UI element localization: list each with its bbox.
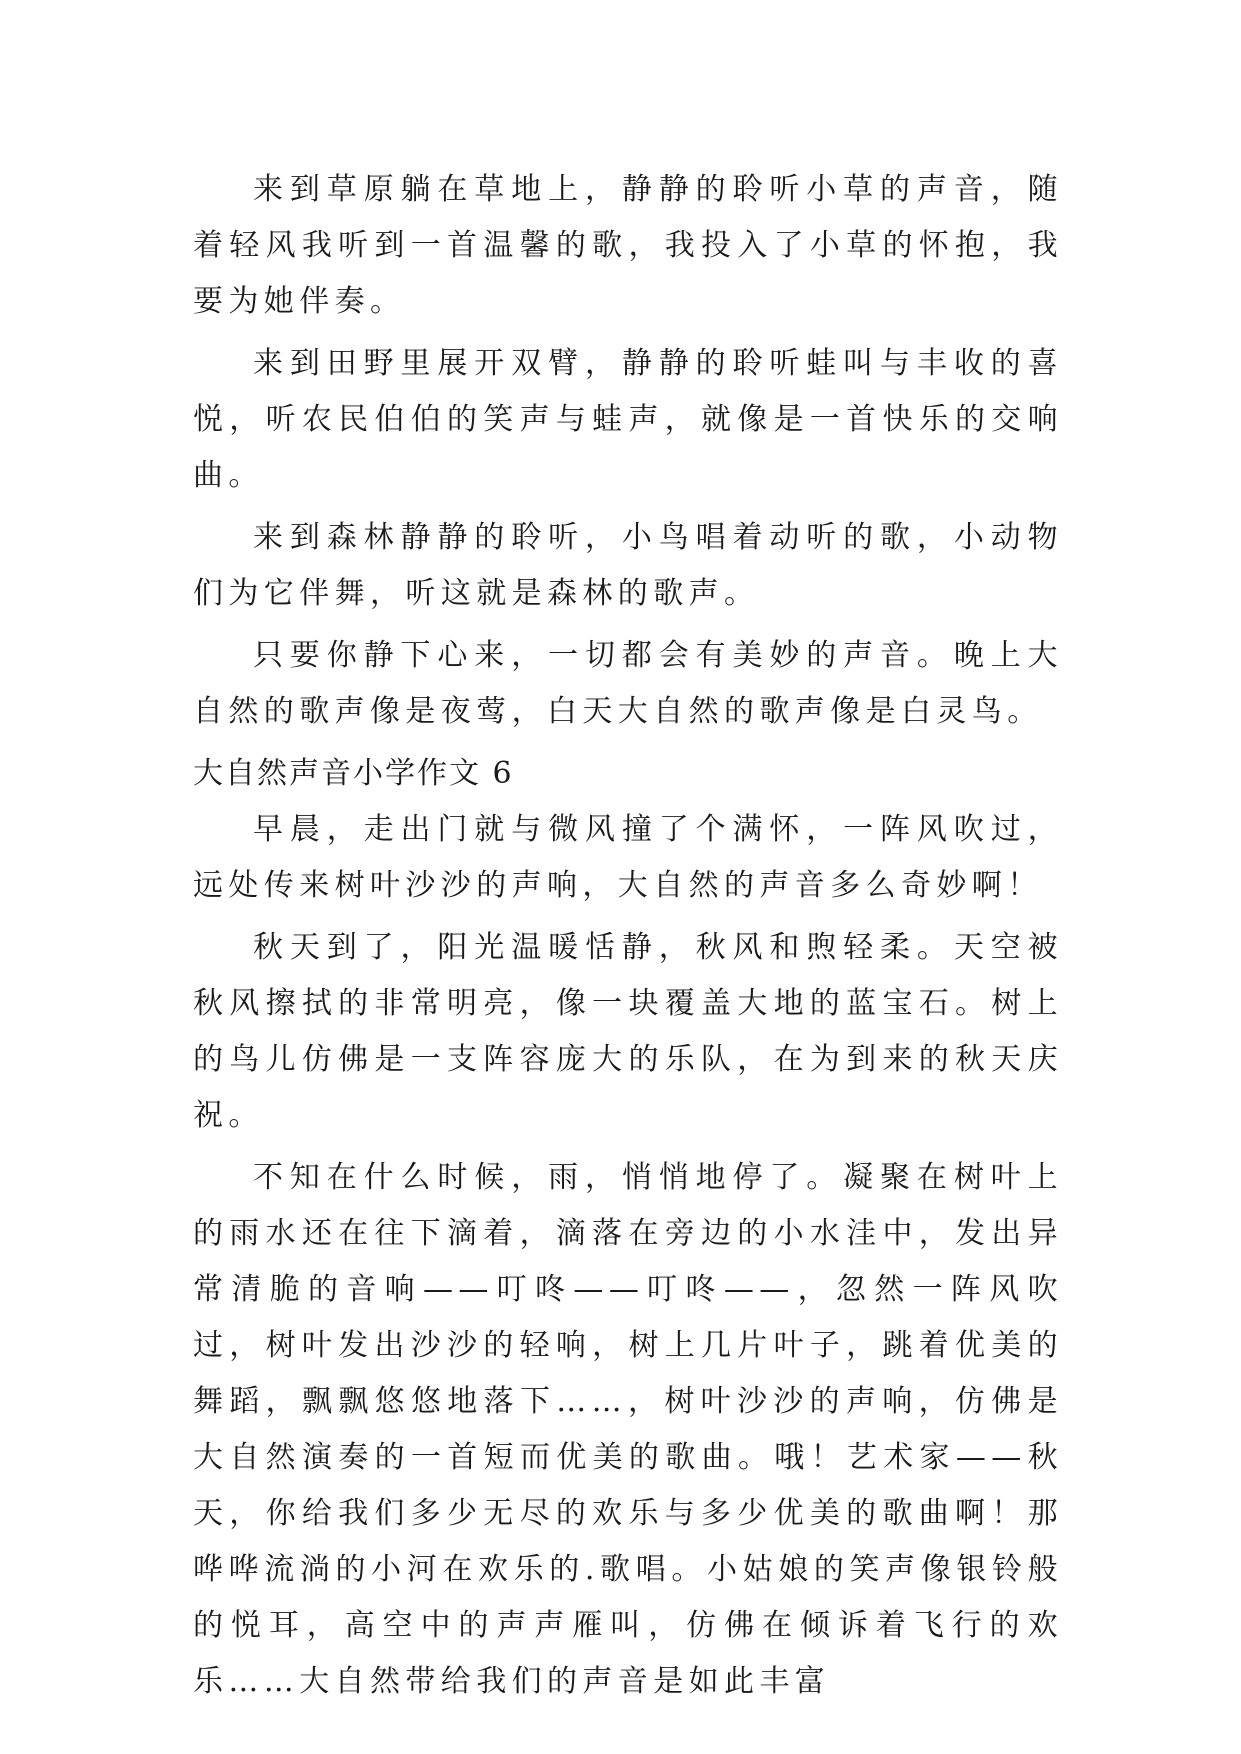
paragraph-forest: 来到森林静静的聆听，小鸟唱着动听的歌，小动物们为它伴舞，听这就是森林的歌声。 (193, 520, 1063, 611)
paragraph-morning: 早晨，走出门就与微风撞了个满怀，一阵风吹过，远处传来树叶沙沙的声响，大自然的声音多么奇妙啊！ (193, 812, 1063, 903)
paragraph-autumn: 秋天到了，阳光温暖恬静，秋风和煦轻柔。天空被秋风擦拭的非常明亮，像一块覆盖大地的蓝宝石。树上的鸟儿仿佛是一支阵容庞大的乐队，在为到来的秋天庆祝。 (193, 930, 1063, 1133)
paragraph-fields: 来到田野里展开双臂，静静的聆听蛙叫与丰收的喜悦，听农民伯伯的笑声与蛙声，就像是一首快乐的交响曲。 (193, 346, 1063, 493)
essay-body (193, 162, 1063, 1710)
paragraph-grassland: 来到草原躺在草地上，静静的聆听小草的声音，随着轻风我听到一首温馨的歌，我投入了小草的怀抱，我要为她伴奏。 (193, 172, 1063, 319)
paragraph-quiet-heart: 只要你静下心来，一切都会有美妙的声音。晚上大自然的歌声像是夜莺，白天大自然的歌声像是白灵鸟。 (193, 638, 1063, 729)
section-heading: 大自然声音小学作文 6 (193, 756, 514, 791)
paragraph-rain: 不知在什么时候，雨，悄悄地停了。凝聚在树叶上的雨水还在往下滴着，滴落在旁边的小水洼中，发出异常清脆的音响——叮咚——叮咚——，忽然一阵风吹过，树叶发出沙沙的轻响，树上几片叶子，跳着优美的舞蹈，飘飘悠悠地落下……，树叶沙沙的声响，仿佛是大自然演奏的一首短而优美的歌曲。哦！艺术家——秋天，你给我们多少无尽的欢乐与多少优美的歌曲啊！那哗哗流淌的小河在欢乐的.歌唱。小姑娘的笑声像银铃般的悦耳，高空中的声声雁叫，仿佛在倾诉着飞行的欢乐……大自然带给我们的声音是如此丰富 (193, 1160, 1063, 1699)
